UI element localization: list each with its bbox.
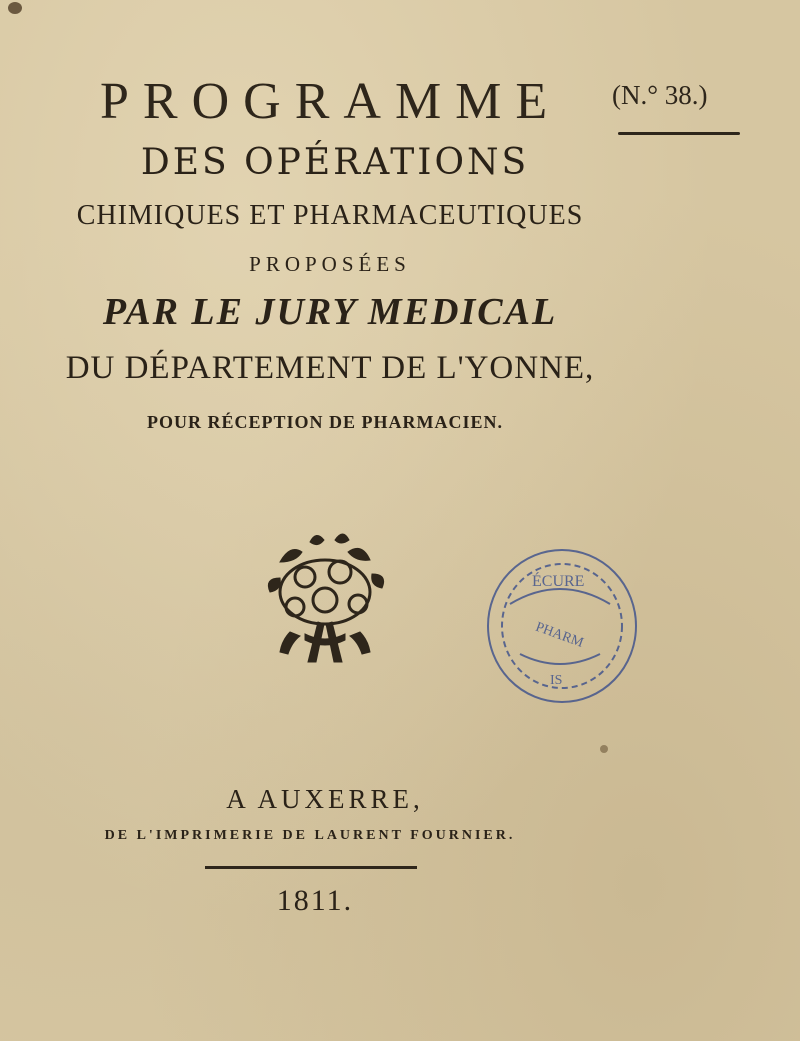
title-line-proposees: PROPOSÉES — [249, 252, 411, 276]
imprint-year: 1811. — [276, 884, 354, 917]
svg-text:IS: IS — [550, 673, 563, 688]
title-line-reception: POUR RÉCEPTION DE PHARMACIEN. — [146, 412, 503, 432]
title-line-departement: DU DÉPARTEMENT DE L'YONNE, — [65, 350, 595, 386]
svg-text:ÉCURE: ÉCURE — [532, 573, 585, 590]
imprint-city: A AUXERRE, — [226, 784, 424, 814]
paper-stain — [600, 745, 608, 753]
flower-bouquet-icon — [250, 522, 400, 672]
title-line-operations: DES OPÉRATIONS — [140, 142, 530, 183]
document-number: (N.° 38.) — [612, 80, 708, 110]
title-line-chimiques: CHIMIQUES ET PHARMACEUTIQUES — [76, 200, 584, 231]
svg-text:PHARM: PHARM — [533, 619, 586, 651]
title-line-jury: PAR LE JURY MEDICAL — [102, 291, 558, 333]
title-programme: PROGRAMME — [100, 73, 562, 130]
paper-stain — [8, 2, 22, 14]
imprint-rule — [205, 866, 417, 869]
library-stamp-icon — [480, 544, 645, 709]
number-underline — [618, 132, 740, 135]
imprint-printer: DE L'IMPRIMERIE DE LAURENT FOURNIER. — [104, 828, 516, 843]
